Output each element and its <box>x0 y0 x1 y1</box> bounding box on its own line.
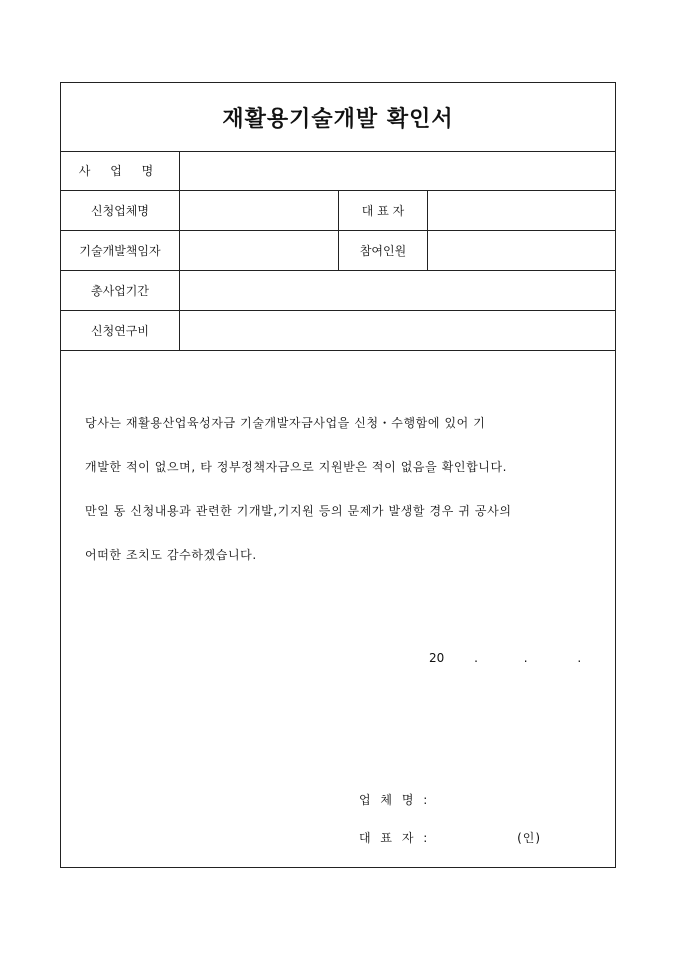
seal-label: (인) <box>517 831 542 845</box>
date-separator: . <box>474 651 478 665</box>
signature-representative <box>359 829 541 846</box>
confirmation-form <box>60 82 616 868</box>
applicant-company-label: 신청업체명 <box>61 191 180 230</box>
business-name-row <box>61 151 615 191</box>
signature-representative-label: 대 표 자 : <box>359 831 431 845</box>
applicant-company-field[interactable] <box>180 191 339 230</box>
statement-line: 만일 동 신청내용과 관련한 기개발,기지원 등의 문제가 발생할 경우 귀 공사의 <box>85 504 512 518</box>
tech-lead-row <box>61 231 615 271</box>
title-row <box>61 83 615 152</box>
date-separator: . <box>523 651 528 665</box>
signature-company-label: 업 체 명 : <box>359 793 431 807</box>
form-title: 재활용기술개발 확인서 <box>222 105 454 132</box>
signature-company <box>359 791 430 808</box>
participants-label: 참여인원 <box>339 231 428 270</box>
date-year-prefix: 20 <box>429 651 445 665</box>
business-name-label: 사 업 명 <box>61 151 180 190</box>
total-period-row <box>61 271 615 311</box>
representative-label: 대 표 자 <box>339 191 428 230</box>
requested-fund-field[interactable] <box>180 311 615 350</box>
statement-line: 어떠한 조치도 감수하겠습니다. <box>85 548 257 562</box>
statement-body <box>85 413 595 589</box>
applicant-row <box>61 191 615 231</box>
tech-lead-field[interactable] <box>180 231 339 270</box>
total-period-label: 총사업기간 <box>61 271 180 310</box>
date-line <box>429 651 581 665</box>
tech-lead-label: 기술개발책임자 <box>61 231 180 270</box>
participants-field[interactable] <box>428 231 615 270</box>
statement-line: 개발한 적이 없으며, 타 정부정책자금으로 지원받은 적이 없음을 확인합니다. <box>85 460 508 474</box>
requested-fund-label: 신청연구비 <box>61 311 180 350</box>
total-period-field[interactable] <box>180 271 615 310</box>
business-name-field[interactable] <box>180 151 615 190</box>
requested-fund-row <box>61 311 615 351</box>
statement-line: 당사는 재활용산업육성자금 기술개발자금사업을 신청・수행함에 있어 기 <box>85 416 486 430</box>
representative-field[interactable] <box>428 191 615 230</box>
date-separator: . <box>577 651 582 665</box>
